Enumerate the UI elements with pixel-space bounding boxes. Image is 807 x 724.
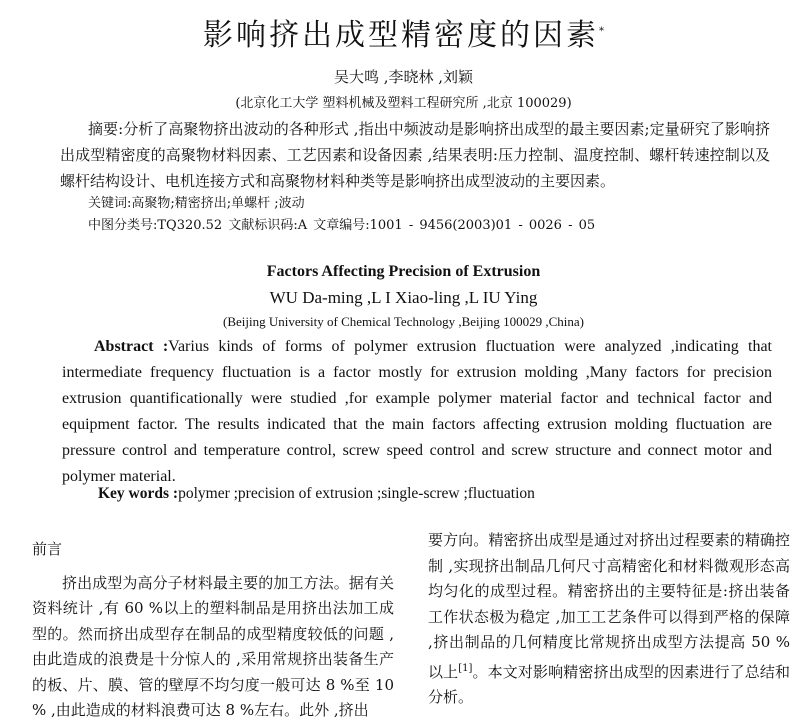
authors-cn: 吴大鸣 ,李晓林 ,刘颖 — [333, 68, 474, 86]
keywords-en-text: polymer ;precision of extrusion ;single-screw ;fluctuation — [178, 485, 535, 502]
abstract-cn-label: 摘要: — [88, 120, 124, 138]
body-right-column — [428, 528, 790, 711]
keywords-en — [98, 485, 535, 503]
abstract-cn — [60, 116, 770, 194]
intro-paragraph-left: 挤出成型为高分子材料最主要的加工方法。据有关资料统计 ,有 60 %以上的塑料制品是用挤出法加工成型的。然而挤出成型存在制品的成型精度较低的问题 ,由此造成的浪费是十分惊人的 ,采用常规挤出装备生产的板、片、膜、管的壁厚不均匀度一般可达 8 %至 10 % ,由此造成的材料浪费可达 8 %左右。此外 ,挤出 — [32, 573, 394, 719]
authors-en: WU Da-ming ,L I Xiao-ling ,L IU Ying — [269, 288, 538, 307]
classification-cn: 中图分类号:TQ320.52 文献标识码:A 文章编号:1001 - 9456(2003)01 - 0026 - 05 — [88, 218, 596, 233]
affiliation-en: (Beijing University of Chemical Technology ,Beijing 100029 ,China) — [223, 314, 584, 329]
intro-paragraph-right: 要方向。精密挤出成型是通过对挤出过程要素的精确控制 ,实现挤出制品几何尺寸高精密化和材料微观形态高均匀化的成型过程。精密挤出的主要特征是:挤出装备工作状态极为稳定 ,加工工艺条件可以得到严格的保障 ,挤出制品的几何精度比常规挤出成型方法提高 50 %以上[1]。本文对影响精密挤出成型的因素进行了总结和分析。 — [428, 531, 790, 706]
abstract-en — [62, 334, 772, 490]
title-footnote-mark: * — [599, 26, 604, 37]
abstract-en-label: Abstract : — [94, 338, 169, 355]
body-left-column — [32, 537, 394, 724]
paper-title: 影响挤出成型精密度的因素* — [203, 18, 604, 53]
keywords-en-label: Key words : — [98, 485, 179, 502]
abstract-en-text: Varius kinds of forms of polymer extrusion fluctuation were analyzed ,indicating that intermediate frequency fluctuation is a factor mostly for extrusion molding ,Many factors for precision extrusion quantificationally were studied ,for example polymer material factor and technical factor and equipment factor. The results indicated that the main factors affecting extrusion molding fluctuation are pressure control and temperature control, screw speed control and screw structure and connect motor and polymer material. — [62, 338, 772, 485]
title-en: Factors Affecting Precision of Extrusion — [266, 263, 541, 280]
citation-ref: [1] — [458, 662, 473, 674]
section-heading: 前言 — [32, 540, 63, 558]
abstract-cn-text: 分析了高聚物挤出波动的各种形式 ,指出中频波动是影响挤出成型的最主要因素;定量研究了影响挤出成型精密度的高聚物材料因素、工艺因素和设备因素 ,结果表明:压力控制、温度控制、螺杆转速控制以及螺杆结构设计、电机连接方式和高聚物材料种类等是影响挤出成型波动的主要因素。 — [60, 120, 770, 190]
affiliation-cn: (北京化工大学 塑料机械及塑料工程研究所 ,北京 100029) — [235, 96, 572, 111]
keywords-cn: 关键词:高聚物;精密挤出;单螺杆 ;波动 — [88, 196, 305, 211]
